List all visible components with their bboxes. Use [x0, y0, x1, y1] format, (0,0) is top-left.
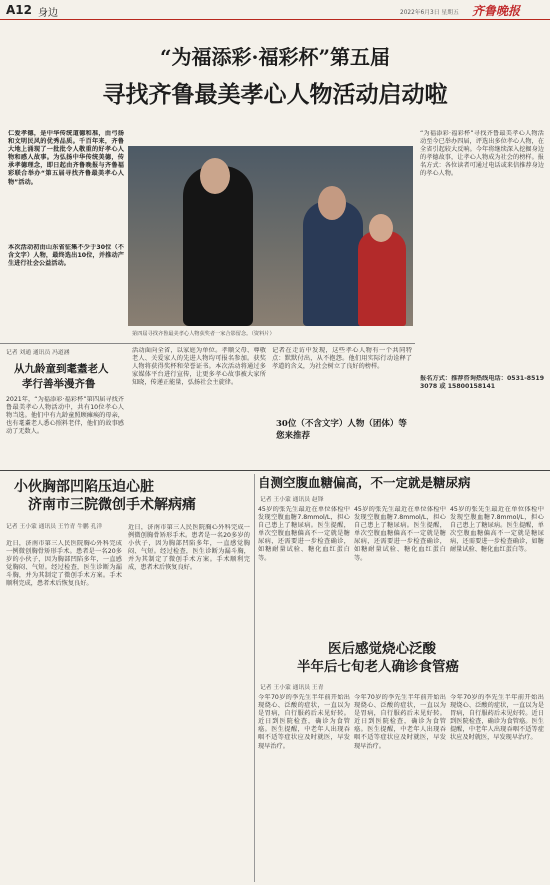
section-divider [0, 470, 550, 471]
article4-title-line1: 医后感觉烧心泛酸 [328, 641, 436, 657]
lead-intro-2: 本次活动初由山东省征集不少于30位（不含文字）人物，最终选出10位，并推动产生进行社会公益活动。 [8, 244, 124, 268]
article3-body-col3: 45岁的张先生最近在单位体检中发现空腹血糖7.8mmol/L，担心自己患上了糖尿病。医生提醒，单次空腹血糖偏高不一定就是糖尿病，还需要进一步检查确诊，如糖耐量试验、糖化血红蛋白等。 [450, 506, 544, 554]
column-divider [254, 474, 255, 882]
article3-title: 自测空腹血糖偏高，不一定就是糖尿病 [258, 475, 471, 490]
article1-credit: 记者 刘通 通讯员 冯道涵 [6, 350, 70, 356]
article3-body-col2: 45岁的张先生最近在单位体检中发现空腹血糖7.8mmol/L，担心自己患上了糖尿病。医生提醒，单次空腹血糖偏高不一定就是糖尿病，还需要进一步检查确诊，如糖耐量试验、糖化血红蛋白等。 [354, 506, 446, 562]
article1-title-line2: 孝行善举漫齐鲁 [22, 378, 96, 390]
article3-credit: 记者 王小蒙 通讯员 赵锋 [260, 497, 324, 503]
article3-body-col1: 45岁的张先生最近在单位体检中发现空腹血糖7.8mmol/L，担心自己患上了糖尿病。医生提醒，单次空腹血糖偏高不一定就是糖尿病，还需要进一步检查确诊，如糖耐量试验、糖化血红蛋白等。 [258, 506, 350, 562]
lead-intro: 仁爱孝德，是中华传统道德和准，由弓扬和文明民风的优秀品质。千百年来，齐鲁大地上涌现了一批批令人敬重的好孝心人物和感人故事。为弘扬中华传统美德，传承孝德理念，即日起由齐鲁晚报与齐鲁福彩联合举办“第五届寻找齐鲁最美孝心人物”活动。 [8, 130, 124, 186]
article1-title-line1: 从九龄童到耄耋老人 [14, 363, 109, 375]
page-number: A12 [6, 3, 32, 17]
article2-title-line2: 济南市三院微创手术解病痛 [28, 497, 196, 513]
article1-body: 2021年，“为福添彩·福彩杯”第四届寻找齐鲁最美孝心人物活动中，共有10位孝心人物当选。他们中有九龄童照顾瘫痪的母亲，也有耄耋老人悉心照料老伴，他们的故事感动了无数人。 [6, 396, 124, 436]
article4-body-col3: 今年70岁的李先生半年前开始出现烧心、泛酸的症状，一直以为是胃病，自行服药后未见好转。近日到医院检查，确诊为食管癌。医生提醒，中老年人出现吞咽不适等症状应及时就医，早发现早治疗。 [450, 694, 544, 742]
page-header [0, 0, 550, 20]
issue-date: 2022年6月3日 星期五 [400, 10, 459, 16]
newspaper-logo: 齐鲁晚报 [472, 4, 521, 18]
lead-middle-column: 活动面向全省，以家庭为单位。孝顺父母、尊敬老人、关爱家人的先进人物均可报名参加。获奖人物将获得奖杯和荣誉证书。本次活动将通过多家媒体平台进行宣传，让更多孝心故事被大家所知晓，传递正能量，弘扬社会主旋律。 [132, 347, 266, 387]
article1b-body: 记者在走访中发现，这些孝心人物有一个共同特点：默默付出，从不抱怨。他们用实际行动诠释了孝道的含义，为社会树立了良好的榜样。 [272, 347, 412, 371]
divider [0, 343, 415, 344]
article4-body-col2: 今年70岁的李先生半年前开始出现烧心、泛酸的症状，一直以为是胃病，自行服药后未见好转。近日到医院检查，确诊为食管癌。医生提醒，中老年人出现吞咽不适等症状应及时就医，早发现早治疗。 [354, 694, 446, 750]
article2-body-col2: 近日，济南市第三人民医院胸心外科完成一例微创胸骨矫形手术。患者是一名20多岁的小伙子，因为胸部凹陷多年，一直感觉胸闷、气短。经过检查，医生诊断为漏斗胸，并为其制定了微创手术方案。手术顺利完成，患者术后恢复良好。 [128, 524, 250, 572]
contact-info: 报名方式：推荐咨询热线电话：0531-85193078 或 15800158141 [420, 375, 544, 391]
article2-body-col1: 近日，济南市第三人民医院胸心外科完成一例微创胸骨矫形手术。患者是一名20多岁的小伙子，因为胸部凹陷多年，一直感觉胸闷、气短。经过检查，医生诊断为漏斗胸，并为其制定了微创手术方案。手术顺利完成，患者术后恢复良好。 [6, 540, 122, 588]
lead-right-column: “为福添彩·福彩杯”寻找齐鲁最美孝心人物活动至今已举办四届，评选出多位孝心人物，在全省引起较大反响。今年将继续深入挖掘身边的孝德故事，让孝心人物成为社会的榜样。报名方式：各位读者可通过电话或来信推荐身边的孝心人物。 [420, 130, 544, 178]
article4-credit: 记者 王小蒙 通讯员 王青 [260, 685, 324, 691]
lead-photo [128, 146, 413, 326]
article1b-headline: 30位（不含文字）人物（团体）等您来推荐 [276, 419, 407, 441]
article2-credit: 记者 王小蒙 通讯员 王竹青 牛鹏 孔洋 [6, 524, 103, 530]
lead-headline-line2: 寻找齐鲁最美孝心人物活动启动啦 [102, 81, 448, 108]
article4-body-col1: 今年70岁的李先生半年前开始出现烧心、泛酸的症状，一直以为是胃病，自行服药后未见好转。近日到医院检查，确诊为食管癌。医生提醒，中老年人出现吞咽不适等症状应及时就医，早发现早治疗。 [258, 694, 350, 750]
article2-title-line1: 小伙胸部凹陷压迫心脏 [14, 479, 154, 495]
section-name: 身边 [38, 8, 58, 19]
article4-title-line2: 半年后七旬老人确诊食管癌 [297, 659, 459, 675]
photo-caption: 第四届寻找齐鲁最美孝心人物获奖者一家合影留念。（资料片） [132, 331, 275, 337]
lead-headline-line1: “为福添彩·福彩杯”第五届 [160, 45, 390, 69]
